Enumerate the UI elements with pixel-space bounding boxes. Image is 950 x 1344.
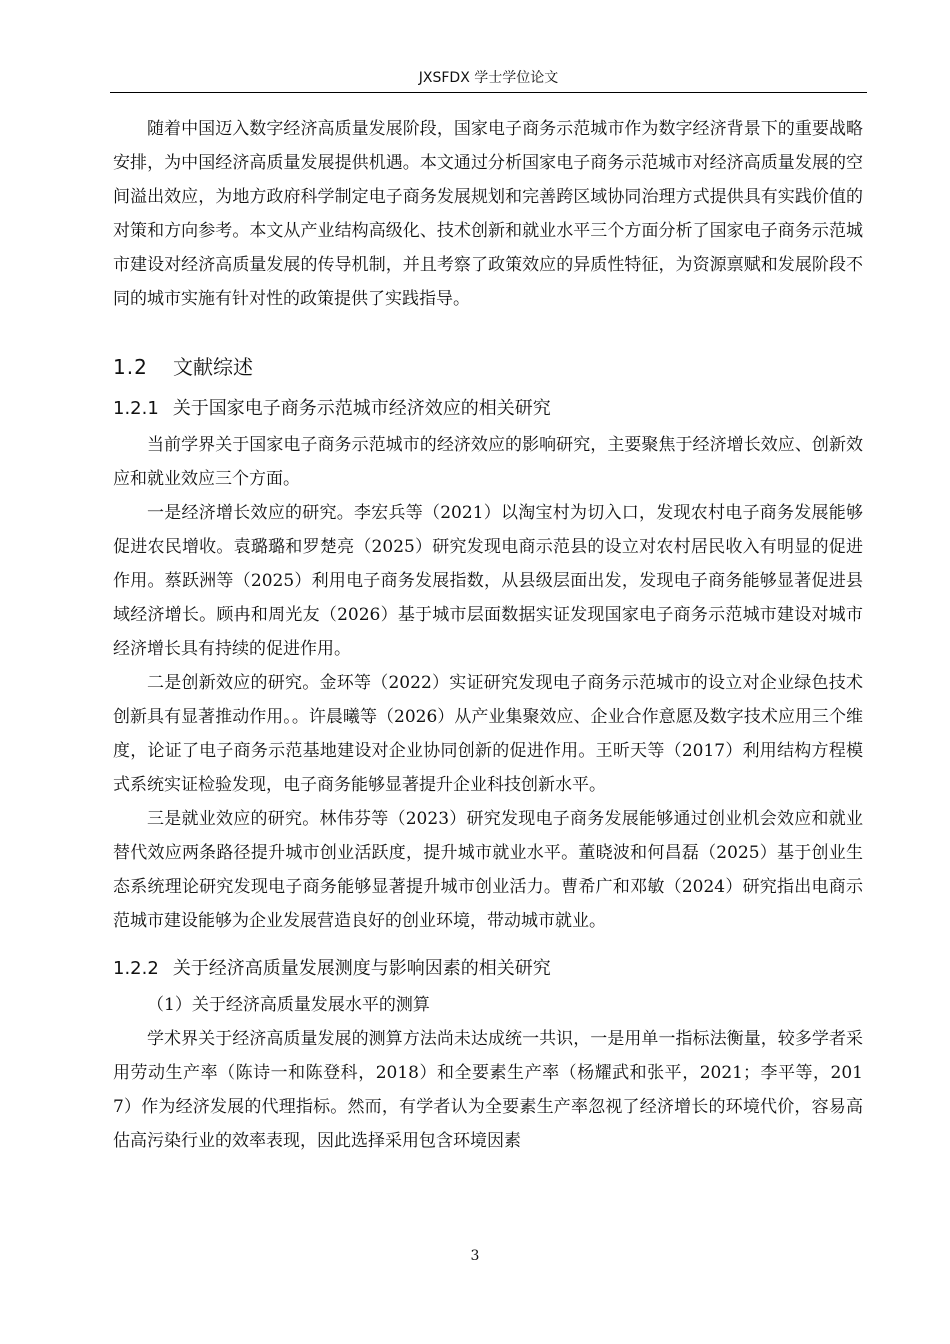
header-rule	[110, 92, 867, 93]
subsection-heading-1-2-1	[113, 394, 863, 424]
paragraph-research-overview: 当前学界关于国家电子商务示范城市的经济效应的影响研究，主要聚焦于经济增长效应、创新效应和就业效应三个方面。	[113, 435, 863, 489]
paragraph-measurement-heading: （1）关于经济高质量发展水平的测算	[147, 995, 430, 1015]
paragraph-innovation-effect: 二是创新效应的研究。金环等（2022）实证研究发现电子商务示范城市的设立对企业绿色技术创新具有显著推动作用。。许晨曦等（2026）从产业集聚效应、企业合作意愿及数字技术应用三个维度，论证了电子商务示范基地建设对企业协同创新的促进作用。王昕天等（2017）利用结构方程模式系统实证检验发现，电子商务能够显著提升企业科技创新水平。	[113, 673, 863, 795]
subsection-number: 1.2.2	[113, 958, 159, 979]
subsection-number: 1.2.1	[113, 398, 159, 419]
paragraph-employment-effect: 三是就业效应的研究。林伟芬等（2023）研究发现电子商务发展能够通过创业机会效应和就业替代效应两条路径提升城市创业活跃度，提升城市就业水平。董晓波和何昌磊（2025）基于创业生态系统理论研究发现电子商务能够显著提升城市创业活力。曹希广和邓敏（2024）研究指出电商示范城市建设能够为企业发展营造良好的创业环境，带动城市就业。	[113, 809, 863, 931]
paragraph-measurement-methods: 学术界关于经济高质量发展的测算方法尚未达成统一共识，一是用单一指标法衡量，较多学者采用劳动生产率（陈诗一和陈登科，2018）和全要素生产率（杨耀武和张平，2021；李平等，2017）作为经济发展的代理指标。然而，有学者认为全要素生产率忽视了经济增长的环境代价，容易高估高污染行业的效率表现，因此选择采用包含环境因素	[113, 1029, 863, 1151]
paragraph-growth-effect: 一是经济增长效应的研究。李宏兵等（2021）以淘宝村为切入口，发现农村电子商务发展能够促进农民增收。袁璐璐和罗楚亮（2025）研究发现电商示范县的设立对农村居民收入有明显的促进作用。蔡跃洲等（2025）利用电子商务发展指数，从县级层面出发，发现电子商务能够显著促进县域经济增长。顾冉和周光友（2026）基于城市层面数据实证发现国家电子商务示范城市建设对城市经济增长具有持续的促进作用。	[113, 503, 863, 659]
subsection-heading-1-2-2	[113, 954, 863, 984]
intro-paragraph: 随着中国迈入数字经济高质量发展阶段，国家电子商务示范城市作为数字经济背景下的重要战略安排，为中国经济高质量发展提供机遇。本文通过分析国家电子商务示范城市对经济高质量发展的空间溢出效应，为地方政府科学制定电子商务发展规划和完善跨区域协同治理方式提供具有实践价值的对策和方向参考。本文从产业结构高级化、技术创新和就业水平三个方面分析了国家电子商务示范城市建设对经济高质量发展的传导机制，并且考察了政策效应的异质性特征，为资源禀赋和发展阶段不同的城市实施有针对性的政策提供了实践指导。	[113, 119, 863, 309]
running-header: JXSFDX 学士学位论文	[418, 70, 559, 86]
subsection-title: 关于国家电子商务示范城市经济效应的相关研究	[172, 398, 551, 419]
page-number: 3	[470, 1248, 480, 1264]
section-number: 1.2	[113, 355, 148, 379]
section-heading-1-2	[113, 352, 863, 382]
subsection-title: 关于经济高质量发展测度与影响因素的相关研究	[172, 958, 551, 979]
section-title: 文献综述	[173, 355, 253, 379]
page-content	[113, 112, 863, 1158]
